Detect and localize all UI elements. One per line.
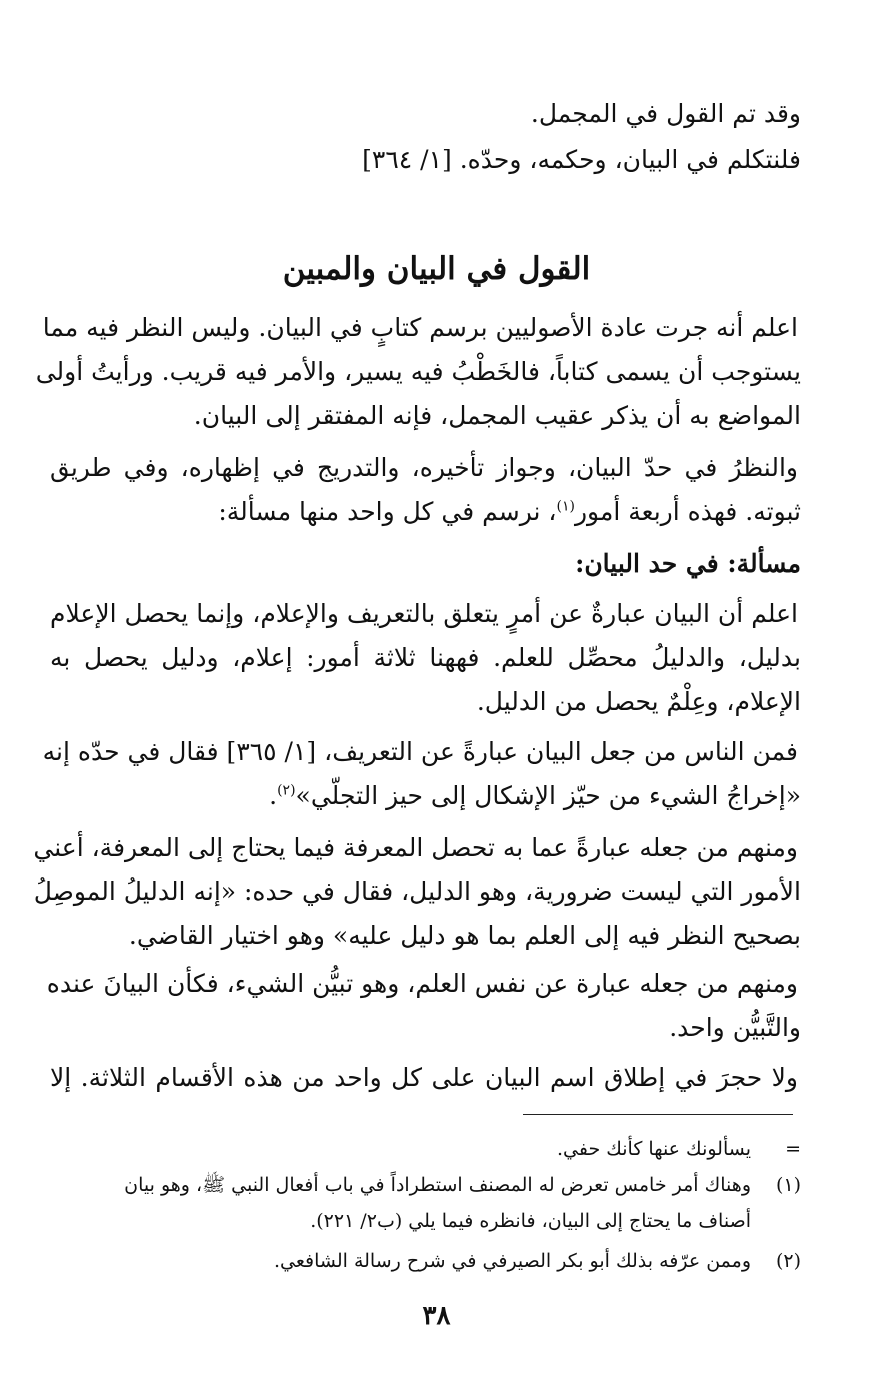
footnote-1-line-2: أصناف ما يحتاج إلى البيان، فانظره فيما يلي (ب٢/ ٢٢١). bbox=[310, 1210, 751, 1232]
footnote-separator bbox=[523, 1114, 793, 1115]
para5-line-1: ومنهم من جعله عبارةً عما به تحصل المعرفة فيما يحتاج إلى المعرفة، أعني bbox=[33, 833, 798, 862]
footnote-1-number: (١) bbox=[775, 1174, 801, 1196]
para3-line-3: الإعلام، وعِلْمٌ يحصل من الدليل. bbox=[476, 687, 801, 716]
para4-line-1: فمن الناس من جعل البيان عبارةً عن التعريف، [١/ ٣٦٥] فقال في حدّه إنه bbox=[42, 737, 798, 766]
para2-text-a: ثبوته. فهذه أربعة أمور bbox=[574, 497, 801, 526]
intro-line-1: وقد تم القول في المجمل. bbox=[530, 99, 801, 128]
page-number: ٣٨ bbox=[422, 1301, 451, 1331]
para4-period: . bbox=[269, 781, 278, 810]
para3-line-1: اعلم أن البيان عبارةٌ عن أمرٍ يتعلق بالتعريف والإعلام، وإنما يحصل الإعلام bbox=[50, 599, 798, 628]
continuation-text: يسألونك عنها كأنك حفي. bbox=[556, 1138, 751, 1160]
mas-ala-heading: مسألة: في حد البيان: bbox=[575, 549, 801, 578]
intro-line-2: فلنتكلم في البيان، وحكمه، وحدّه. [١/ ٣٦٤] bbox=[362, 145, 801, 174]
para2-text-b: ، نرسم في كل واحد منها مسألة: bbox=[218, 497, 557, 526]
footnote-1-line-1: وهناك أمر خامس تعرض له المصنف استطراداً في باب أفعال النبي ﷺ، وهو بيان bbox=[124, 1174, 751, 1196]
footnote-2-text: وممن عرّفه بذلك أبو بكر الصيرفي في شرح رسالة الشافعي. bbox=[273, 1250, 751, 1272]
footnote-1 bbox=[46, 1168, 801, 1202]
section-heading: القول في البيان والمبين bbox=[282, 251, 591, 287]
para1-line-2: يستوجب أن يسمى كتاباً، فالخَطْبُ فيه يسير، والأمر فيه قريب. ورأيتُ أولى bbox=[35, 357, 801, 386]
para4-quote: «إخراجُ الشيء من حيّز الإشكال إلى حيز التجلّي» bbox=[295, 781, 801, 810]
footnote-2 bbox=[46, 1244, 801, 1278]
footnote-ref-2: (٢) bbox=[277, 782, 296, 799]
para5-line-3: بصحيح النظر فيه إلى العلم بما هو دليل عليه» وهو اختيار القاضي. bbox=[128, 921, 801, 950]
footnote-ref-1: (١) bbox=[556, 498, 575, 515]
para1-line-1: اعلم أنه جرت عادة الأصوليين برسم كتابٍ في البيان. وليس النظر فيه مما bbox=[42, 313, 798, 342]
continuation-mark: = bbox=[785, 1138, 801, 1160]
para6-line-2: والتَّبيُّن واحد. bbox=[669, 1013, 801, 1042]
para7-line-1: ولا حجرَ في إطلاق اسم البيان على كل واحد من هذه الأقسام الثلاثة. إلا bbox=[50, 1063, 798, 1092]
para4-line-2 bbox=[50, 774, 801, 818]
footnote-2-number: (٢) bbox=[775, 1250, 801, 1272]
para2-line-1: والنظرُ في حدّ البيان، وجواز تأخيره، والتدريج في إظهاره، وفي طريق bbox=[50, 453, 798, 482]
para2-line-2 bbox=[50, 490, 801, 534]
para5-line-2: الأمور التي ليست ضرورية، وهو الدليل، فقال في حده: «إنه الدليلُ الموصِلُ bbox=[33, 877, 801, 906]
para1-line-3: المواضع به أن يذكر عقيب المجمل، فإنه المفتقر إلى البيان. bbox=[193, 401, 801, 430]
para3-line-2: بدليل، والدليلُ محصِّل للعلم. فههنا ثلاثة أمور: إعلام، ودليل يحصل به bbox=[50, 643, 801, 672]
footnote-continuation bbox=[46, 1132, 801, 1166]
para6-line-1: ومنهم من جعله عبارة عن نفس العلم، وهو تبيُّن الشيء، فكأن البيانَ عنده bbox=[46, 969, 798, 998]
